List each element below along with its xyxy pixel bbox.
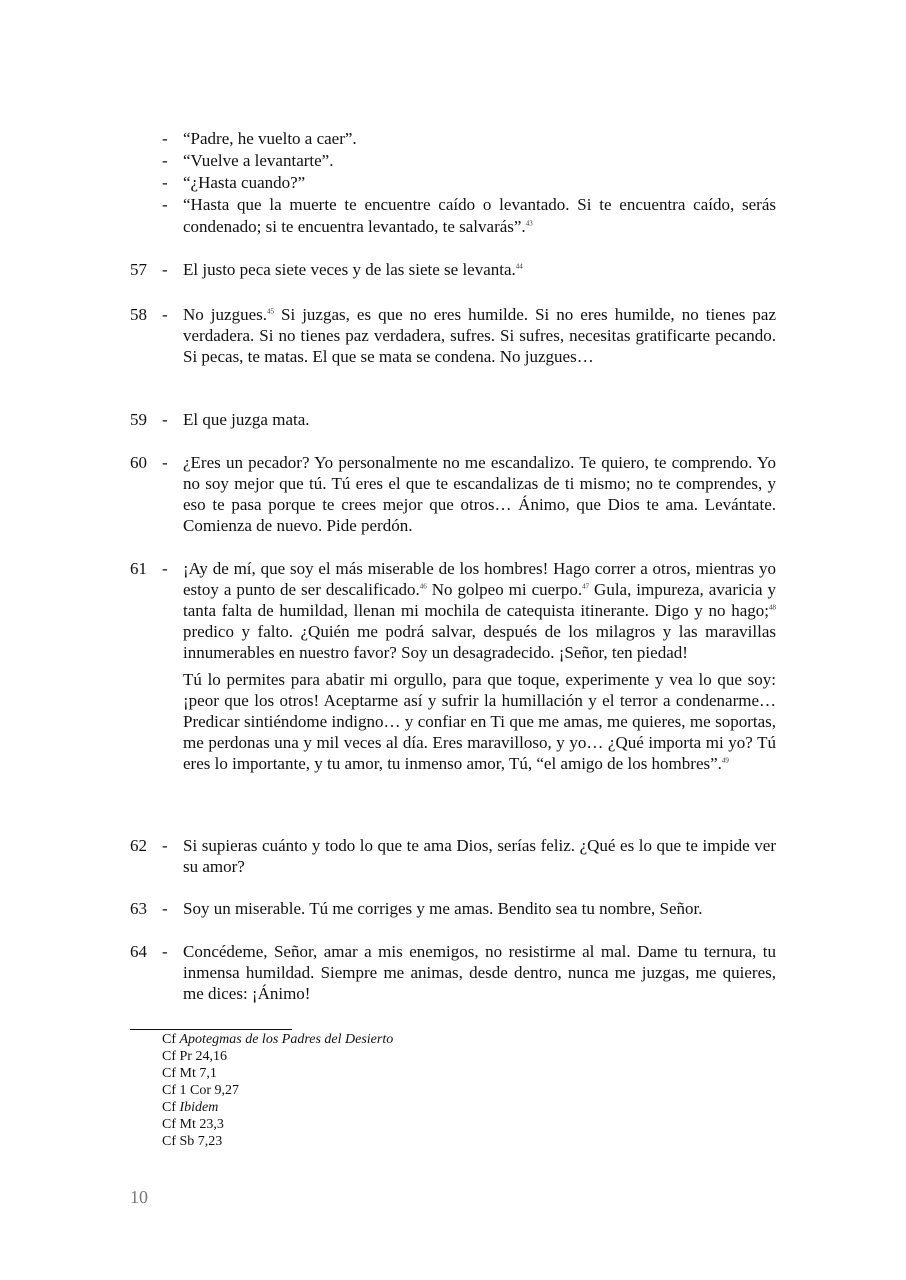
entry-text: El justo peca siete veces y de las siete se levanta. (183, 260, 516, 279)
entry-58 (130, 304, 776, 367)
entry-dash: - (162, 260, 168, 279)
dialogue-text: “Hasta que la muerte te encuentre caído o levantado. Si te encuentra caído, serás condenado; si te encuentra levantado, te salvarás”. (183, 195, 776, 236)
footnote (162, 1133, 662, 1150)
entry-number: 59 (130, 410, 147, 429)
entry-text: predico y falto. ¿Quién me podrá salvar, después de los milagros y las maravillas innumerables en nuestro favor? Soy un desagradecido. ¡Señor, ten piedad! (183, 622, 776, 662)
dialogue-text: “Vuelve a levantarte”. (183, 151, 334, 170)
footnote (162, 1099, 662, 1116)
dialogue-line (130, 194, 776, 238)
footnote-prefix: Cf (162, 1083, 180, 1098)
entry-63 (130, 898, 776, 919)
page-number: 10 (130, 1187, 148, 1207)
footnote-ref-text: Mt 7,1 (179, 1066, 217, 1081)
footnotes (162, 1031, 662, 1150)
footnote-prefix: Cf (162, 1049, 180, 1064)
entry-dash: - (162, 410, 168, 429)
entry-dash: - (162, 453, 168, 472)
footnote-prefix: Cf (162, 1032, 180, 1047)
dialogue-line (130, 172, 776, 194)
footnote (162, 1031, 662, 1048)
entry-text: Gula, impureza, avaricia y tanta falta de humildad, llenan mi mochila de catequista itinerante. Digo y no hago; (183, 580, 777, 620)
footnote-title: Apotegmas de los Padres del Desierto (179, 1032, 394, 1047)
entry-paragraph: Si supieras cuánto y todo lo que te ama Dios, serías feliz. ¿Qué es lo que te impide ver su amor? (183, 836, 776, 876)
footnote-ref[interactable]: 49 (721, 756, 729, 765)
footnote-ref[interactable]: 47 (582, 582, 590, 591)
footnote-ref[interactable]: 46 (419, 582, 427, 591)
footnote-ref[interactable]: 43 (525, 219, 533, 228)
entry-dash: - (162, 836, 168, 855)
footnote-ref-text: Sb 7,23 (179, 1134, 223, 1149)
entry-57 (130, 259, 776, 280)
entry-text: ¡Ay de mí, que soy el más miserable de los hombres! Hago correr a otros, mientras yo estoy a punto de ser descalificado. (183, 559, 776, 599)
entry-paragraph: El que juzga mata. (183, 410, 310, 429)
footnote (162, 1048, 662, 1065)
footnote-prefix: Cf (162, 1100, 180, 1115)
footnote-prefix: Cf (162, 1117, 180, 1132)
entry-number: 62 (130, 836, 147, 855)
dialogue-text: “Padre, he vuelto a caer”. (183, 129, 357, 148)
dialogue-dash: - (162, 151, 168, 170)
entry-number: 60 (130, 453, 147, 472)
entry-body (183, 898, 776, 919)
footnote-ref-text: Mt 23,3 (179, 1117, 224, 1132)
entry-paragraph: ¿Eres un pecador? Yo personalmente no me escandalizo. Te quiero, te comprendo. Yo no soy mejor que tú. Tú eres el que te escandalizas de ti mismo; no te comprendes, y eso te pasa porque te crees mejor que otros… Ánimo, que Dios te ama. Levántate. Comienza de nuevo. Pide perdón. (183, 453, 776, 535)
footnote (162, 1082, 662, 1099)
entry-paragraph: Concédeme, Señor, amar a mis enemigos, no resistirme al mal. Dame tu ternura, tu inmensa humildad. Siempre me animas, desde dentro, nunca me juzgas, me quieres, me dices: ¡Ánimo! (183, 942, 776, 1003)
footnote-ref-text: Pr 24,16 (179, 1049, 227, 1064)
footnote-separator (130, 1029, 292, 1030)
dialogue-dash: - (162, 129, 168, 148)
entry-number: 64 (130, 942, 147, 961)
entry-text: No juzgues. (183, 305, 267, 324)
entry-paragraph (183, 669, 776, 774)
entry-text: Si juzgas, es que no eres humilde. Si no eres humilde, no tienes paz verdadera. Si no tienes paz verdadera, sufres. Si sufres, necesitas gratificarte pecando. Si pecas, te matas. El que se mata se condena. No juzgues… (183, 305, 776, 366)
entry-dash: - (162, 305, 168, 324)
entry-dash: - (162, 942, 168, 961)
entry-64 (130, 941, 776, 1004)
footnote (162, 1065, 662, 1082)
footnote-ref[interactable]: 48 (769, 603, 776, 612)
dialogue-list (130, 128, 776, 238)
entry-number: 57 (130, 260, 147, 279)
footnote-ref[interactable]: 45 (266, 307, 274, 316)
footnote-prefix: Cf (162, 1066, 180, 1081)
footnote-title: Ibidem (179, 1100, 219, 1115)
footnote-ref[interactable]: 44 (515, 262, 523, 271)
footnote-ref-text: 1 Cor 9,27 (179, 1083, 239, 1098)
entry-text: Tú lo permites para abatir mi orgullo, para que toque, experimente y vea lo que soy: ¡peor que los otros! Aceptarme así y sufrir la humillación y el terror a condenarme… Predicar sintiéndome indigno… y confiar en Ti que me amas, me quieres, me soportas, me perdonas una y mil veces al día. Eres maravilloso, y yo… ¿Qué importa mi yo? Tú eres lo importante, y tu amor, tu inmenso amor, Tú, “el amigo de los hombres”. (183, 670, 776, 773)
dialogue-text: “¿Hasta cuando?” (183, 173, 306, 192)
dialogue-line (130, 128, 776, 150)
footnote (162, 1116, 662, 1133)
entry-dash: - (162, 899, 168, 918)
entry-paragraph (183, 259, 776, 280)
entry-paragraph (183, 304, 776, 367)
entry-text: No golpeo mi cuerpo. (426, 580, 583, 599)
entry-paragraph: Soy un miserable. Tú me corriges y me amas. Bendito sea tu nombre, Señor. (183, 899, 703, 918)
entry-body (183, 304, 776, 367)
entry-number: 63 (130, 899, 147, 918)
entry-59 (130, 409, 776, 430)
entry-62 (130, 835, 776, 877)
entry-body (183, 409, 776, 430)
dialogue-line (130, 150, 776, 172)
entry-61 (130, 558, 776, 774)
entry-body (183, 558, 776, 774)
entry-paragraph (183, 558, 776, 663)
entry-number: 61 (130, 559, 147, 578)
entry-dash: - (162, 559, 168, 578)
entry-body (183, 452, 776, 536)
entry-body (183, 941, 776, 1004)
entry-body (183, 835, 776, 877)
dialogue-dash: - (162, 195, 168, 214)
dialogue-dash: - (162, 173, 168, 192)
entry-60 (130, 452, 776, 536)
footnote-prefix: Cf (162, 1134, 180, 1149)
entry-body (183, 259, 776, 280)
entry-number: 58 (130, 305, 147, 324)
